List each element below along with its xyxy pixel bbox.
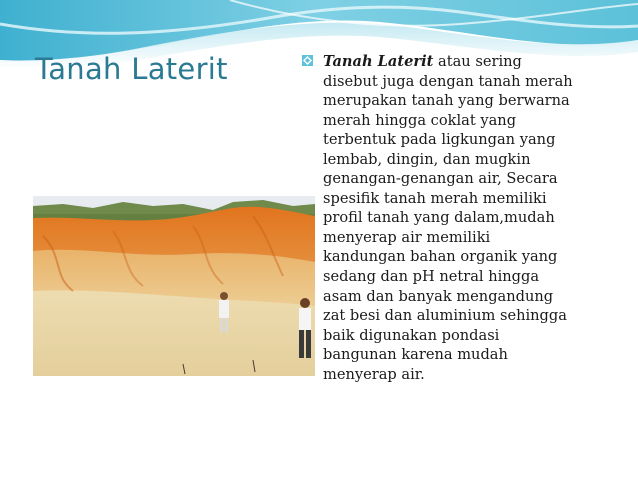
diamond-bullet-icon xyxy=(302,55,313,66)
bullet-line: terbentuk pada ligkungan yang xyxy=(323,131,556,149)
bullet-line: baik digunakan pondasi xyxy=(323,326,500,344)
bullet-line: lembab, dingin, dan mugkin xyxy=(323,150,531,168)
bullet-line: menyerap air. xyxy=(323,365,425,383)
bullet-line: merupakan tanah yang berwarna xyxy=(323,92,570,110)
bullet-line: merah hingga coklat yang xyxy=(323,111,517,129)
laterite-soil-photo xyxy=(33,196,315,376)
bullet-line: disebut juga dengan tanah merah xyxy=(323,72,573,90)
bullet-line: profil tanah yang dalam,mudah xyxy=(323,209,555,227)
bullet-item xyxy=(302,52,632,384)
bullet-list xyxy=(302,52,632,384)
bullet-line: sedang dan pH netral hingga xyxy=(323,268,540,286)
bullet-text xyxy=(323,52,632,384)
bullet-line: zat besi dan aluminium sehingga xyxy=(323,307,567,325)
slide-title: Tanah Laterit xyxy=(35,52,228,86)
bullet-line xyxy=(323,52,632,72)
bullet-line: menyerap air memiliki xyxy=(323,228,491,246)
excavated-laterite-soil-photo-icon xyxy=(33,196,315,376)
bullet-first-line-rest: atau sering xyxy=(433,53,522,70)
bullet-line: genangan-genangan air, Secara xyxy=(323,170,558,188)
bullet-line: kandungan bahan organik yang xyxy=(323,248,558,266)
bullet-line: spesifik tanah merah memiliki xyxy=(323,189,547,207)
bullet-line: bangunan karena mudah xyxy=(323,346,508,364)
bullet-term: Tanah Laterit xyxy=(323,53,434,70)
bullet-line: asam dan banyak mengandung xyxy=(323,287,554,305)
